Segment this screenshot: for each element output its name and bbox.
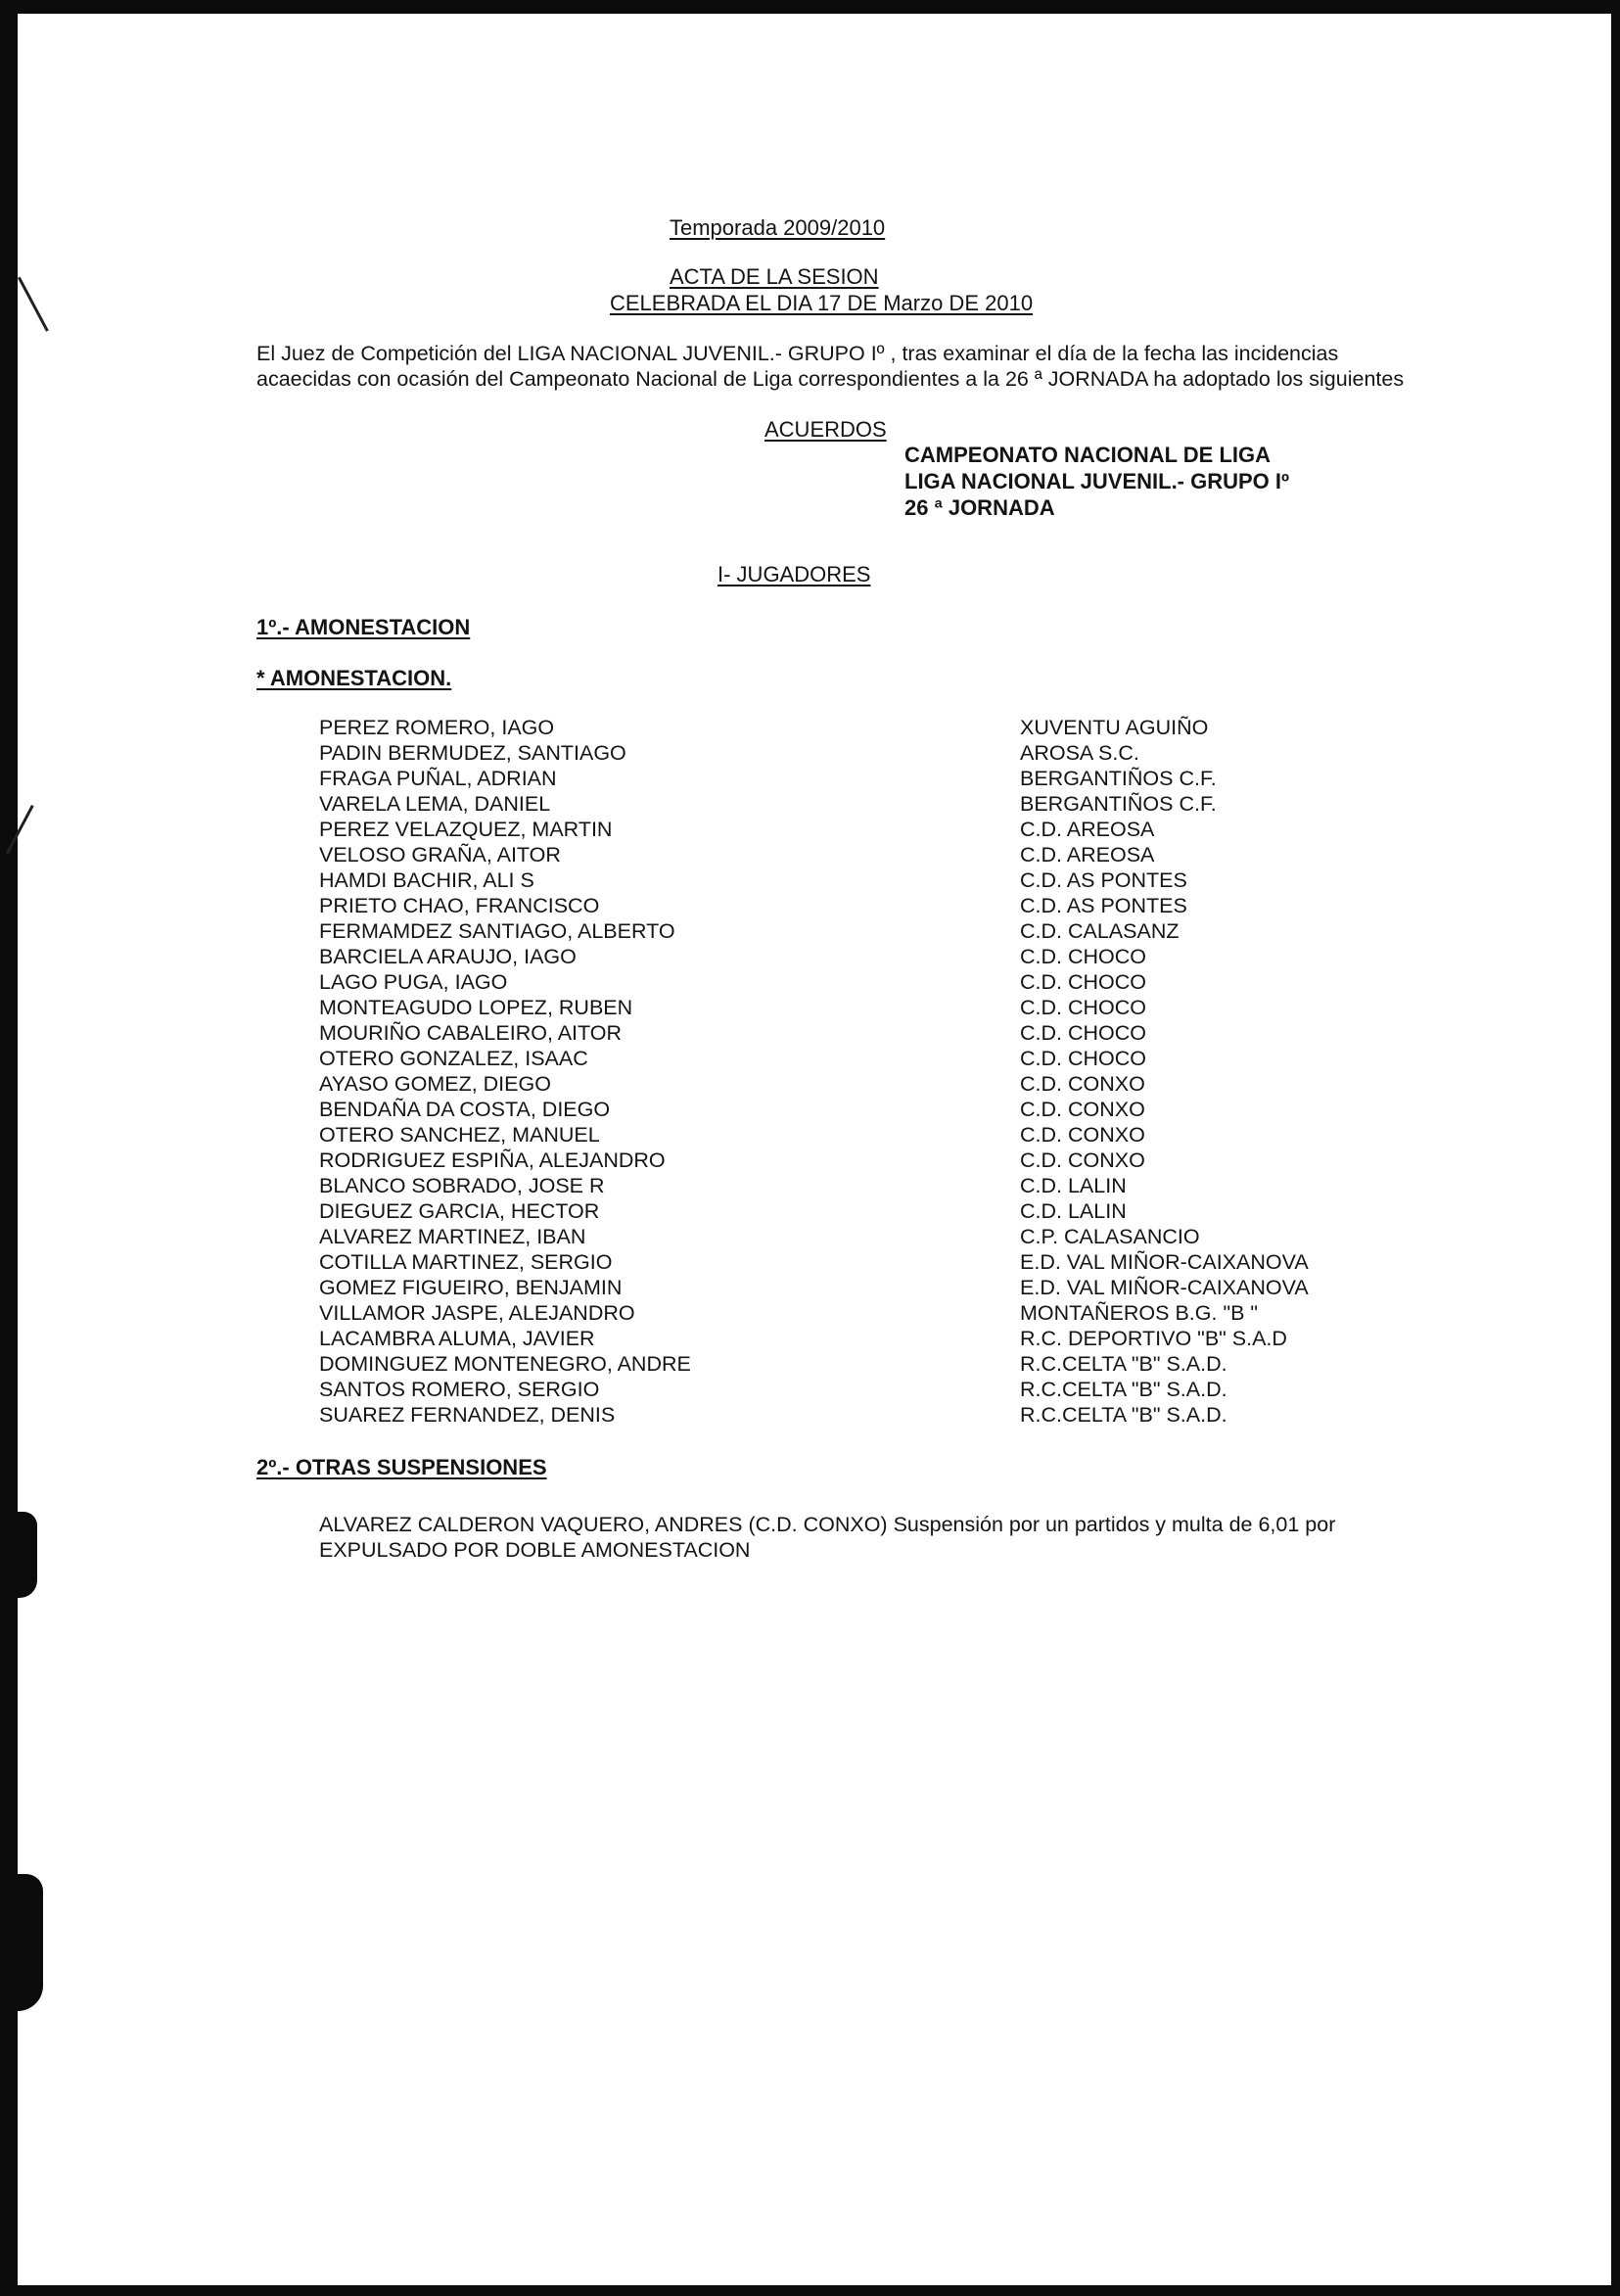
player-name: PRIETO CHAO, FRANCISCO bbox=[319, 894, 600, 917]
intro-line: acaecidas con ocasión del Campeonato Nacional de Liga correspondientes a la 26 ª JORNADA ha adoptado los siguientes bbox=[256, 367, 1405, 391]
player-name: FRAGA PUÑAL, ADRIAN bbox=[319, 767, 557, 790]
suspension-paragraph bbox=[319, 1512, 1335, 1563]
club-name: AROSA S.C. bbox=[1020, 741, 1139, 765]
player-name: AYASO GOMEZ, DIEGO bbox=[319, 1072, 551, 1096]
player-name: OTERO SANCHEZ, MANUEL bbox=[319, 1123, 600, 1147]
club-name: C.D. AREOSA bbox=[1020, 843, 1155, 867]
session-date: CELEBRADA EL DIA 17 DE Marzo DE 2010 bbox=[610, 291, 1034, 315]
player-name: MONTEAGUDO LOPEZ, RUBEN bbox=[319, 996, 633, 1019]
club-name: C.D. CALASANZ bbox=[1020, 919, 1180, 943]
player-name: ALVAREZ MARTINEZ, IBAN bbox=[319, 1225, 586, 1248]
club-list bbox=[1020, 715, 1309, 1428]
club-name: C.D. CONXO bbox=[1020, 1148, 1145, 1172]
player-name: FERMAMDEZ SANTIAGO, ALBERTO bbox=[319, 919, 675, 943]
player-name: MOURIÑO CABALEIRO, AITOR bbox=[319, 1021, 623, 1045]
club-name: R.C.CELTA "B" S.A.D. bbox=[1020, 1352, 1227, 1376]
player-name: DIEGUEZ GARCIA, HECTOR bbox=[319, 1199, 600, 1223]
club-name: C.D. CHOCO bbox=[1020, 996, 1146, 1019]
player-name: BENDAÑA DA COSTA, DIEGO bbox=[319, 1098, 611, 1121]
player-name: BLANCO SOBRADO, JOSE R bbox=[319, 1174, 605, 1197]
club-name: R.C.CELTA "B" S.A.D. bbox=[1020, 1378, 1227, 1401]
otras-heading: 2º.- OTRAS SUSPENSIONES bbox=[256, 1455, 547, 1479]
player-name: PADIN BERMUDEZ, SANTIAGO bbox=[319, 741, 626, 765]
club-name: E.D. VAL MIÑOR-CAIXANOVA bbox=[1020, 1276, 1309, 1299]
scan-blot bbox=[18, 1512, 37, 1598]
club-name: C.D. AS PONTES bbox=[1020, 868, 1187, 892]
player-name: GOMEZ FIGUEIRO, BENJAMIN bbox=[319, 1276, 623, 1299]
document-page bbox=[18, 14, 1611, 2285]
player-name: COTILLA MARTINEZ, SERGIO bbox=[319, 1250, 613, 1274]
player-name: OTERO GONZALEZ, ISAAC bbox=[319, 1047, 588, 1070]
club-name: MONTAÑEROS B.G. "B " bbox=[1020, 1301, 1259, 1325]
club-name: C.D. CONXO bbox=[1020, 1098, 1145, 1121]
intro-paragraph bbox=[256, 341, 1404, 392]
suspension-line: ALVAREZ CALDERON VAQUERO, ANDRES (C.D. CONXO) Suspensión por un partidos y multa de 6,01 por bbox=[319, 1513, 1336, 1536]
intro-line: El Juez de Competición del LIGA NACIONAL JUVENIL.- GRUPO Iº , tras examinar el día de la fecha las incidencias bbox=[256, 342, 1339, 365]
player-name: HAMDI BACHIR, ALI S bbox=[319, 868, 534, 892]
club-name: C.D. CONXO bbox=[1020, 1123, 1145, 1147]
player-name: VILLAMOR JASPE, ALEJANDRO bbox=[319, 1301, 635, 1325]
acuerdos-label: ACUERDOS bbox=[764, 417, 887, 442]
amonestacion-heading: 1º.- AMONESTACION bbox=[256, 615, 471, 639]
matchday: 26 ª JORNADA bbox=[904, 495, 1055, 520]
player-list bbox=[319, 715, 691, 1428]
club-name: C.P. CALASANCIO bbox=[1020, 1225, 1200, 1248]
club-name: C.D. LALIN bbox=[1020, 1199, 1127, 1223]
player-name: DOMINGUEZ MONTENEGRO, ANDRE bbox=[319, 1352, 691, 1376]
player-name: VELOSO GRAÑA, AITOR bbox=[319, 843, 561, 867]
player-name: SUAREZ FERNANDEZ, DENIS bbox=[319, 1403, 616, 1427]
club-name: C.D. CONXO bbox=[1020, 1072, 1145, 1096]
club-name: R.C. DEPORTIVO "B" S.A.D bbox=[1020, 1327, 1287, 1350]
player-name: RODRIGUEZ ESPIÑA, ALEJANDRO bbox=[319, 1148, 666, 1172]
scan-mark bbox=[6, 805, 34, 855]
league-name: LIGA NACIONAL JUVENIL.- GRUPO Iº bbox=[904, 469, 1290, 493]
club-name: C.D. LALIN bbox=[1020, 1174, 1127, 1197]
club-name: C.D. CHOCO bbox=[1020, 1047, 1146, 1070]
club-name: C.D. CHOCO bbox=[1020, 1021, 1146, 1045]
player-name: VARELA LEMA, DANIEL bbox=[319, 792, 551, 816]
acta-title: ACTA DE LA SESION bbox=[670, 264, 879, 289]
club-name: BERGANTIÑOS C.F. bbox=[1020, 767, 1217, 790]
player-name: LAGO PUGA, IAGO bbox=[319, 970, 508, 994]
player-name: LACAMBRA ALUMA, JAVIER bbox=[319, 1327, 595, 1350]
club-name: C.D. CHOCO bbox=[1020, 945, 1146, 968]
club-name: C.D. AREOSA bbox=[1020, 818, 1155, 841]
scan-mark bbox=[18, 277, 49, 332]
player-name: BARCIELA ARAUJO, IAGO bbox=[319, 945, 577, 968]
season-title: Temporada 2009/2010 bbox=[670, 215, 886, 240]
club-name: R.C.CELTA "B" S.A.D. bbox=[1020, 1403, 1227, 1427]
club-name: C.D. AS PONTES bbox=[1020, 894, 1187, 917]
club-name: E.D. VAL MIÑOR-CAIXANOVA bbox=[1020, 1250, 1309, 1274]
player-name: SANTOS ROMERO, SERGIO bbox=[319, 1378, 600, 1401]
scan-blot bbox=[18, 1874, 43, 2011]
section-title: I- JUGADORES bbox=[717, 562, 871, 586]
club-name: C.D. CHOCO bbox=[1020, 970, 1146, 994]
player-name: PEREZ ROMERO, IAGO bbox=[319, 716, 555, 739]
suspension-line: EXPULSADO POR DOBLE AMONESTACION bbox=[319, 1538, 751, 1562]
club-name: XUVENTU AGUIÑO bbox=[1020, 716, 1209, 739]
championship-name: CAMPEONATO NACIONAL DE LIGA bbox=[904, 443, 1272, 467]
amonestacion-subheading: * AMONESTACION. bbox=[256, 666, 452, 690]
club-name: BERGANTIÑOS C.F. bbox=[1020, 792, 1217, 816]
player-name: PEREZ VELAZQUEZ, MARTIN bbox=[319, 818, 613, 841]
